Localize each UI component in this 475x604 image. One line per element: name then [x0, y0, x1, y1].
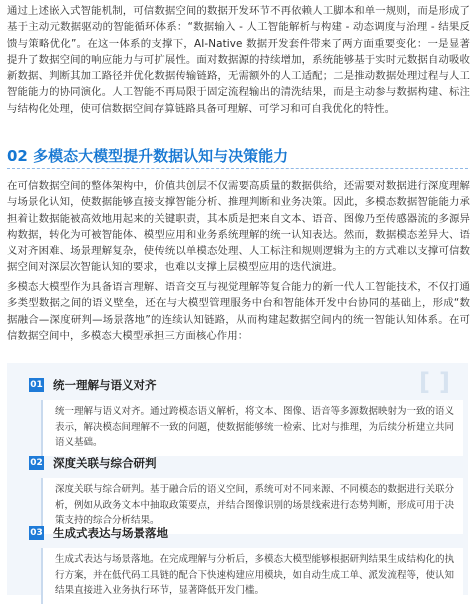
section-paragraph-2: 多模态大模型作为具备语言理解、语音交互与视觉理解等复合能力的新一代人工智能技术，不仅打通多类型数据之间的语义壁垒，还在与大模型管理服务中台和智能体开发中台协同的基础上，形成“数据融合—深度研判—场景落地”的连续认知链路，从而构建起数据空间内的统一智能认知体系。在可信数据空间中，多模态大模型承担三方面核心作用： [7, 281, 470, 342]
role-number-badge: 01 [30, 380, 43, 390]
role-description: 深度关联与综合研判。基于融合后的语义空间，系统可对不同来源、不同模态的数据进行关联分析，例如从政务文本中抽取政策要点，并结合图像识别的场景线索进行态势判断，形成可用于决策支持的综合分析结果。 [41, 478, 463, 534]
role-title: 深度关联与综合研判 [53, 456, 157, 470]
role-description: 生成式表达与场景落地。在完成理解与分析后，多模态大模型能够根据研判结果生成结构化的执行方案，并在低代码工具链的配合下快速构建应用模块，如自动生成工单、派发流程等，使认知结果直接进入业务执行环节，显著降低开发门槛。 [41, 548, 463, 604]
section-title: 多模态大模型提升数据认知与决策能力 [33, 147, 289, 165]
section-heading [7, 146, 288, 166]
role-number-badge: 02 [30, 458, 43, 468]
section-number: 02 [7, 147, 28, 165]
decorative-bracket-icon: [ ] [418, 368, 450, 396]
intro-paragraph: 通过上述嵌入式智能机制，可信数据空间的数据开发环节不再依赖人工脚本和单一规则，而是形成了基于主动元数据驱动的智能循环体系：“数据输入 - 人工智能解析与构建 - 动态调度与治理 - 结果反馈与策略优化”。在这一体系的支撑下，AI-Native 数据开发套件带来了两方面重要变化：一是显著提升了数据空间的响应能力与可扩展性。面对数据源的持续增加，系统能够基于实时元数据自动吸收新数据、判断其加工路径并优化数据传输链路，无需额外的人工适配；二是推动数据处理过程与人工智能能力的协同演化。人工智能不再局限于固定流程输出的清洗结果，而是主动参与数据构建、标注与结构化处理，使可信数据空间存算链路具备可理解、可学习和可自我优化的特性。 [7, 5, 470, 115]
role-title: 生成式表达与场景落地 [53, 526, 168, 540]
core-roles-panel [7, 363, 468, 595]
section-divider [7, 168, 468, 169]
role-number-badge: 03 [30, 528, 43, 538]
role-description: 统一理解与语义对齐。通过跨模态语义解析，将文本、图像、语音等多源数据映射为一致的语义表示，解决模态间理解不一致的问题，使数据能够统一检索、比对与推理，为后续分析建立共同语义基础。 [41, 400, 463, 456]
section-paragraph-1: 在可信数据空间的整体架构中，价值共创层不仅需要高质量的数据供给，还需要对数据进行深度理解与场景化认知，使数据能够直接支撑智能分析、推理判断和业务决策。因此，多模态数据智能能力承担着让数据能被高效地用起来的关键职责，其本质是把来自文本、语音、图像乃至传感器流的多源异构数据，转化为可被智能体、模型应用和业务系统理解的统一认知表达。然而，数据模态差异大、语义对齐困难、场景理解复杂，使传统以单模态处理、人工标注和规则逻辑为主的方式难以支撑可信数据空间对深层次智能认知的要求，也难以支撑上层模型应用的迭代演进。 [7, 180, 470, 274]
role-title: 统一理解与语义对齐 [53, 378, 157, 392]
